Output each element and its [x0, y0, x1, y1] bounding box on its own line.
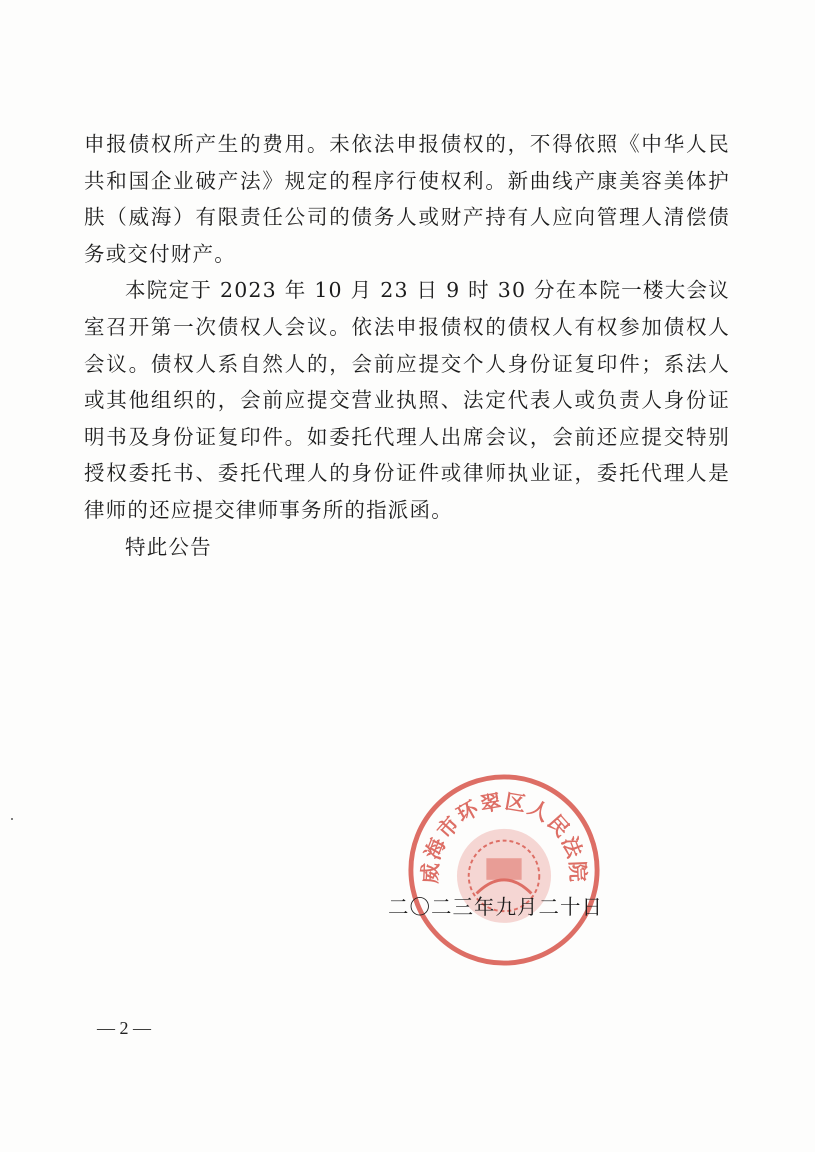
scan-speck [11, 818, 13, 820]
closing-statement: 特此公告 [125, 534, 212, 559]
court-seal [406, 772, 602, 968]
page-number: — 2 — [97, 1018, 151, 1038]
seal-text: 威海市环翠区人民法院 [417, 789, 591, 885]
paragraph-creditors-meeting: 本院定于 2023 年 10 月 23 日 9 时 30 分在本院一楼大会议室召开第一次债权人会议。依法申报债权的债权人有权参加债权人会议。债权人系自然人的，会前应提交个人身份证复印件；系法人或其他组织的，会前应提交营业执照、法定代表人或负责人身份证明书及身份证复印件。如委托代理人出席会议，会前还应提交特别授权委托书、委托代理人的身份证件或律师执业证，委托代理人是律师的还应提交律师事务所的指派函。 [84, 278, 730, 522]
paragraph-claims-fees: 申报债权所产生的费用。未依法申报债权的，不得依照《中华人民共和国企业破产法》规定的程序行使权利。新曲线产康美容美体护肤（威海）有限责任公司的债务人或财产持有人应向管理人清偿债务或交付财产。 [84, 132, 730, 266]
document-body [84, 126, 730, 565]
document-date: 二〇二三年九月二十日 [388, 895, 603, 919]
